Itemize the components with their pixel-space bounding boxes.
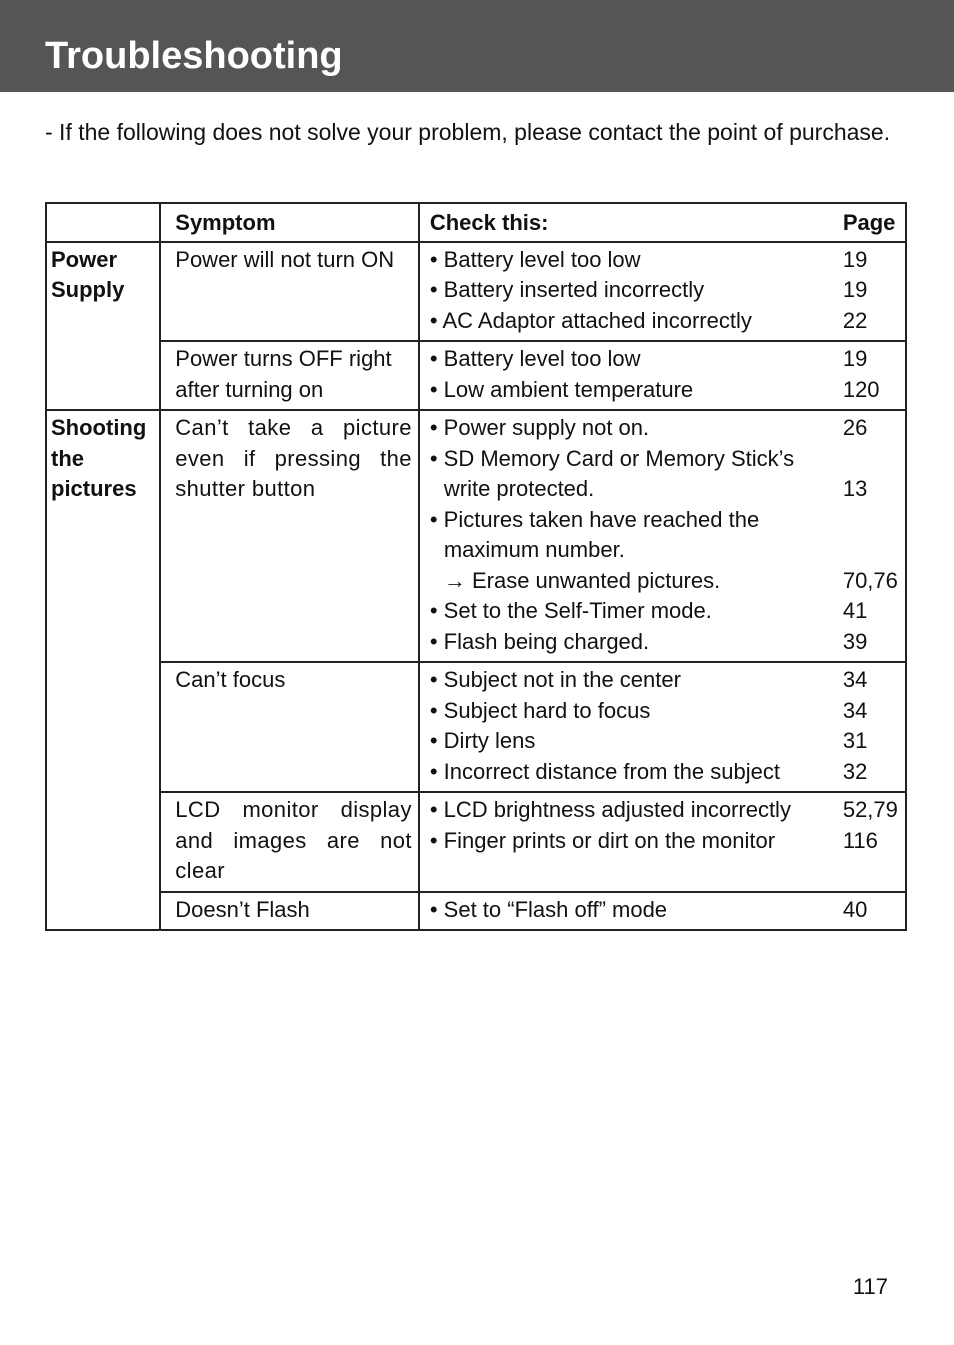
page-cell <box>839 892 906 931</box>
check-cell <box>419 410 839 662</box>
check-item: • Flash being charged. <box>429 628 650 654</box>
page-ref: 19 <box>842 277 868 302</box>
check-cell <box>419 792 839 892</box>
header-category <box>46 203 160 242</box>
page-ref: 120 <box>842 376 880 402</box>
page-cell <box>839 662 906 792</box>
symptom-cell: LCD monitor display and images are not clear <box>160 792 419 892</box>
page-ref: 22 <box>842 307 868 333</box>
check-item: • Incorrect distance from the subject <box>429 758 780 784</box>
check-item: • Set to the Self-Timer mode. <box>429 598 712 623</box>
check-item: • Low ambient temperature <box>429 376 694 402</box>
page-ref: 34 <box>842 667 868 692</box>
check-cell <box>419 242 839 342</box>
page-ref: 19 <box>842 246 868 272</box>
page-title: Troubleshooting <box>45 35 343 77</box>
page-ref: 19 <box>842 346 868 371</box>
check-item: • Battery level too low <box>429 246 641 272</box>
check-cell <box>419 341 839 410</box>
page-ref: 70,76 <box>842 567 898 593</box>
check-item: • SD Memory Card or Memory Stick’s <box>429 445 795 471</box>
page-ref: 13 <box>842 476 868 501</box>
check-item: • Dirty lens <box>429 728 536 753</box>
page-ref: 31 <box>842 728 868 753</box>
table-row <box>46 892 906 931</box>
category-shooting: Shooting the pictures <box>46 410 160 930</box>
troubleshooting-table <box>45 202 907 931</box>
check-item: • Subject not in the center <box>429 667 681 692</box>
symptom-cell: Doesn’t Flash <box>160 892 419 931</box>
table-row <box>46 410 906 662</box>
check-cell <box>419 892 839 931</box>
header-symptom: Symptom <box>160 203 419 242</box>
check-item: → Erase unwanted pictures. <box>443 567 721 593</box>
check-item: • Battery inserted incorrectly <box>429 277 705 302</box>
check-item: • Subject hard to focus <box>429 697 651 723</box>
check-item: • Pictures taken have reached the <box>429 506 760 532</box>
table-row <box>46 662 906 792</box>
page-cell <box>839 410 906 662</box>
check-cell <box>419 662 839 792</box>
page-ref <box>843 505 901 536</box>
check-item: maximum number. <box>443 537 625 562</box>
page-cell <box>839 242 906 342</box>
page-ref <box>843 444 901 475</box>
page-ref <box>843 535 901 566</box>
header-check: Check this: <box>419 203 839 242</box>
check-item: • AC Adaptor attached incorrectly <box>429 307 752 333</box>
header-page: Page <box>839 203 906 242</box>
symptom-cell: Power turns OFF right after turning on <box>160 341 419 410</box>
symptom-cell: Can’t focus <box>160 662 419 792</box>
page-ref: 39 <box>842 628 868 654</box>
table-header-row <box>46 203 906 242</box>
page-ref: 32 <box>842 758 868 784</box>
table-row <box>46 341 906 410</box>
page-ref: 34 <box>842 697 868 723</box>
check-item: • LCD brightness adjusted incorrectly <box>429 797 791 822</box>
page-cell <box>839 341 906 410</box>
symptom-cell: Power will not turn ON <box>160 242 419 342</box>
check-item: • Power supply not on. <box>429 415 650 440</box>
page-ref: 26 <box>842 415 868 440</box>
page-ref: 41 <box>842 598 868 623</box>
check-item: • Finger prints or dirt on the monitor <box>429 827 776 853</box>
table-row <box>46 242 906 342</box>
page-ref: 116 <box>842 827 878 853</box>
table-row <box>46 792 906 892</box>
page-cell <box>839 792 906 892</box>
check-item: • Set to “Flash off” mode <box>429 896 668 922</box>
page-ref: 52,79 <box>842 797 898 822</box>
check-item: write protected. <box>443 476 595 501</box>
check-item: • Battery level too low <box>429 346 641 371</box>
page-ref: 40 <box>842 896 868 922</box>
category-power-supply: Power Supply <box>46 242 160 411</box>
symptom-cell: Can’t take a picture even if pressing the shutter button <box>160 410 419 662</box>
intro-text: - If the following does not solve your problem, please contact the point of purchase. <box>45 119 891 145</box>
page-number: 117 <box>852 1274 888 1299</box>
